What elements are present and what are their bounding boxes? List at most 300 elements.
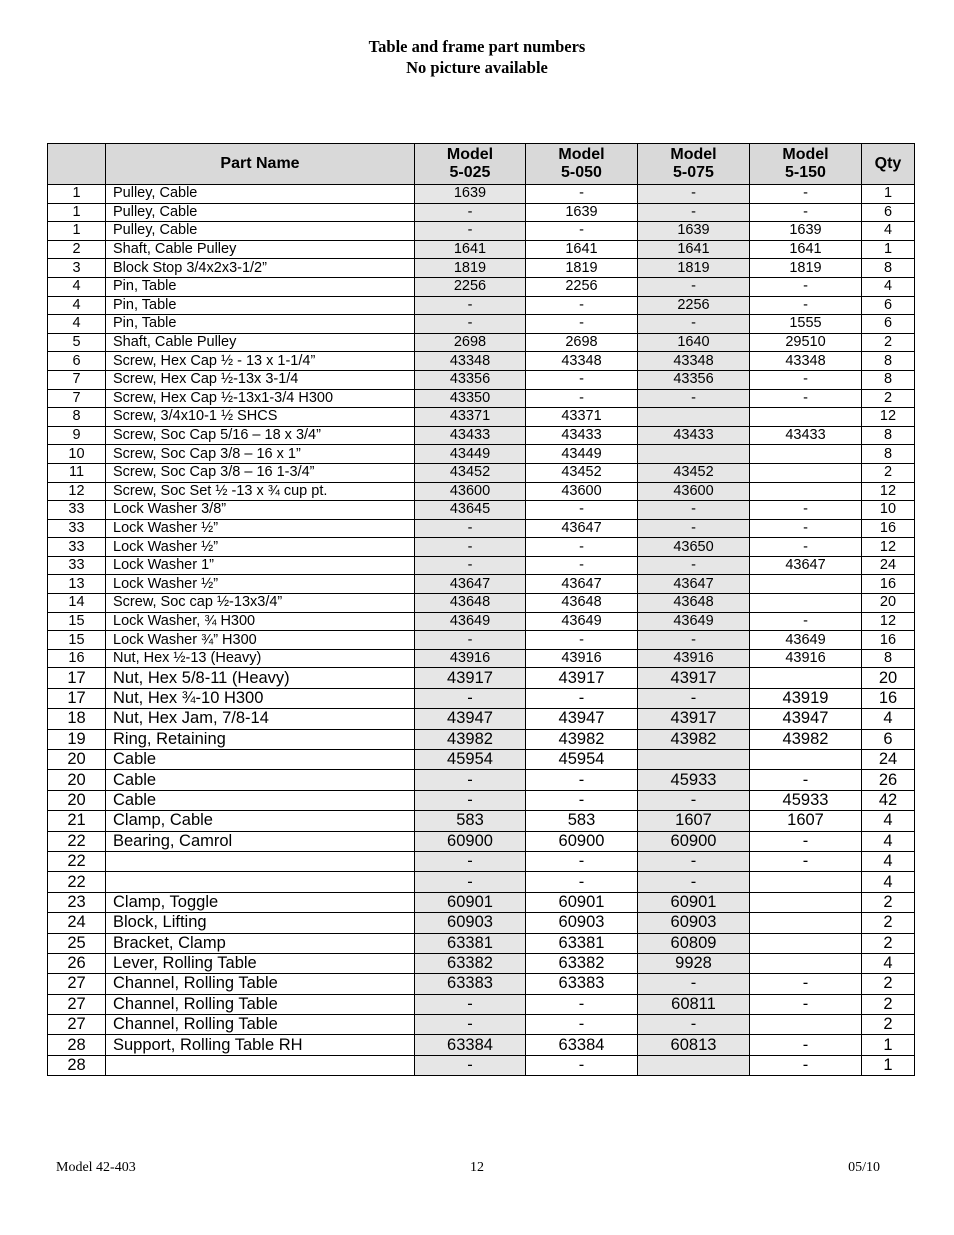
quantity: 12 [862,612,915,631]
item-number: 7 [48,389,106,408]
model-5-050-part: - [526,370,638,389]
table-row [48,750,915,770]
model-5-075-part: - [638,203,750,222]
footer-model: Model 42-403 [56,1160,136,1175]
quantity: 6 [862,729,915,749]
model-5-075-part: - [638,790,750,810]
model-5-150-part: 43433 [750,426,862,445]
model-5-050-part: 43433 [526,426,638,445]
part-name: Lock Washer ½” [106,575,415,594]
part-name: Pulley, Cable [106,203,415,222]
item-number: 4 [48,277,106,296]
quantity: 4 [862,709,915,729]
part-name: Shaft, Cable Pulley [106,240,415,259]
quantity: 4 [862,851,915,871]
quantity: 1 [862,1055,915,1075]
header-part-name: Part Name [106,144,415,185]
model-5-150-part: - [750,851,862,871]
model-5-150-part: - [750,185,862,204]
part-name: Pin, Table [106,296,415,315]
header-model-5-050: Model 5-050 [526,144,638,185]
model-5-150-part: 43348 [750,352,862,371]
model-5-025-part: - [415,790,526,810]
model-5-150-part: - [750,1055,862,1075]
table-row [48,575,915,594]
model-5-075-part: - [638,631,750,650]
model-5-150-part: 43647 [750,556,862,575]
model-5-150-part: - [750,831,862,851]
model-5-050-part: 60903 [526,913,638,933]
table-row [48,1015,915,1035]
table-row [48,994,915,1014]
model-5-075-part: 43356 [638,370,750,389]
model-5-025-part: 63381 [415,933,526,953]
quantity: 4 [862,872,915,892]
table-row [48,913,915,933]
table-row [48,612,915,631]
model-5-150-part: 1639 [750,222,862,241]
quantity: 2 [862,994,915,1014]
model-5-075-part: 1607 [638,811,750,831]
quantity: 20 [862,594,915,613]
model-5-150-part [750,575,862,594]
part-name: Nut, Hex ½-13 (Heavy) [106,649,415,668]
item-number: 21 [48,811,106,831]
model-5-050-part: - [526,389,638,408]
quantity: 2 [862,333,915,352]
model-5-050-part: - [526,872,638,892]
model-5-150-part [750,953,862,973]
table-row [48,519,915,538]
model-5-075-part: - [638,315,750,334]
item-number: 17 [48,668,106,688]
quantity: 16 [862,575,915,594]
model-5-025-part: - [415,222,526,241]
table-row [48,426,915,445]
model-5-150-part: - [750,277,862,296]
table-row [48,811,915,831]
table-row [48,974,915,994]
model-5-050-part: 43982 [526,729,638,749]
model-5-075-part: 43917 [638,709,750,729]
part-name: Screw, Soc Cap 3/8 – 16 1-3/4” [106,463,415,482]
table-row [48,185,915,204]
quantity: 12 [862,482,915,501]
item-number: 33 [48,556,106,575]
model-5-050-part: 43649 [526,612,638,631]
title-line-1: Table and frame part numbers [368,37,586,56]
part-name: Pin, Table [106,315,415,334]
item-number: 9 [48,426,106,445]
model-5-075-part: 9928 [638,953,750,973]
model-5-050-part: 43452 [526,463,638,482]
model-5-050-part: 1639 [526,203,638,222]
model-5-075-part: 43433 [638,426,750,445]
model-5-075-part [638,750,750,770]
model-5-075-part: 43647 [638,575,750,594]
table-row [48,408,915,427]
part-name: Shaft, Cable Pulley [106,333,415,352]
item-number: 20 [48,790,106,810]
header-model-5-150: Model 5-150 [750,144,862,185]
quantity: 1 [862,185,915,204]
part-name: Screw, Hex Cap ½ - 13 x 1-1/4” [106,352,415,371]
model-5-150-part [750,1015,862,1035]
part-name: Bearing, Camrol [106,831,415,851]
model-5-150-part: - [750,974,862,994]
model-5-075-part: 43916 [638,649,750,668]
model-5-025-part: - [415,519,526,538]
model-5-150-part: - [750,770,862,790]
quantity: 8 [862,352,915,371]
header-model-5-025: Model 5-025 [415,144,526,185]
model-5-025-part: - [415,872,526,892]
model-5-075-part: - [638,389,750,408]
part-name: Ring, Retaining [106,729,415,749]
part-name [106,872,415,892]
table-row [48,668,915,688]
quantity: 24 [862,556,915,575]
item-number: 27 [48,994,106,1014]
model-5-150-part [750,668,862,688]
quantity: 8 [862,370,915,389]
header-item-number [48,144,106,185]
model-5-075-part: - [638,277,750,296]
model-5-025-part: - [415,203,526,222]
model-5-050-part: - [526,185,638,204]
model-5-050-part: - [526,631,638,650]
part-name: Clamp, Cable [106,811,415,831]
part-name: Cable [106,770,415,790]
model-5-150-part: - [750,203,862,222]
model-5-075-part: 43648 [638,594,750,613]
model-5-025-part: 43600 [415,482,526,501]
model-5-025-part: 43371 [415,408,526,427]
part-name: Channel, Rolling Table [106,1015,415,1035]
model-5-025-part: 2256 [415,277,526,296]
item-number: 25 [48,933,106,953]
model-5-150-part: - [750,370,862,389]
model-5-075-part [638,445,750,464]
model-5-075-part: - [638,519,750,538]
quantity: 6 [862,203,915,222]
model-5-050-part: - [526,688,638,708]
model-5-075-part: 1819 [638,259,750,278]
quantity: 2 [862,463,915,482]
model-5-150-part [750,408,862,427]
model-5-075-part: 43649 [638,612,750,631]
model-5-075-part: 1641 [638,240,750,259]
table-row [48,649,915,668]
model-5-075-part: - [638,501,750,520]
model-5-150-part: 29510 [750,333,862,352]
page-title [0,36,954,78]
item-number: 20 [48,770,106,790]
part-name: Channel, Rolling Table [106,974,415,994]
model-5-025-part: 43433 [415,426,526,445]
quantity: 8 [862,426,915,445]
quantity: 24 [862,750,915,770]
table-row [48,770,915,790]
model-5-150-part: - [750,538,862,557]
model-5-025-part: - [415,688,526,708]
model-5-025-part: 43350 [415,389,526,408]
model-5-075-part: 43348 [638,352,750,371]
model-5-025-part: 43947 [415,709,526,729]
item-number: 1 [48,203,106,222]
quantity: 20 [862,668,915,688]
quantity: 4 [862,831,915,851]
item-number: 8 [48,408,106,427]
part-name: Channel, Rolling Table [106,994,415,1014]
table-row [48,240,915,259]
model-5-050-part: 43371 [526,408,638,427]
table-row [48,538,915,557]
table-row [48,556,915,575]
item-number: 18 [48,709,106,729]
model-5-150-part: - [750,296,862,315]
item-number: 19 [48,729,106,749]
model-5-050-part: 1641 [526,240,638,259]
part-name [106,1055,415,1075]
model-5-075-part: 60811 [638,994,750,1014]
table-row [48,831,915,851]
table-row [48,594,915,613]
model-5-150-part [750,872,862,892]
table-row [48,445,915,464]
model-5-050-part: - [526,790,638,810]
model-5-050-part: - [526,222,638,241]
title-line-2: No picture available [406,58,548,77]
model-5-025-part: 43649 [415,612,526,631]
part-name: Nut, Hex ¾-10 H300 [106,688,415,708]
model-5-050-part: - [526,851,638,871]
item-number: 13 [48,575,106,594]
item-number: 27 [48,1015,106,1035]
model-5-025-part: 2698 [415,333,526,352]
model-5-150-part: 1819 [750,259,862,278]
item-number: 16 [48,649,106,668]
model-5-050-part: - [526,556,638,575]
model-5-150-part: 1641 [750,240,862,259]
model-5-050-part: 60900 [526,831,638,851]
model-5-050-part: 43647 [526,575,638,594]
model-5-075-part [638,1055,750,1075]
table-row [48,1035,915,1055]
model-5-025-part: 43452 [415,463,526,482]
model-5-050-part: 43600 [526,482,638,501]
model-5-075-part: 43982 [638,729,750,749]
model-5-050-part: 43449 [526,445,638,464]
table-row [48,688,915,708]
model-5-050-part: - [526,1055,638,1075]
table-row [48,1055,915,1075]
part-name: Lock Washer ¾” H300 [106,631,415,650]
item-number: 22 [48,851,106,871]
item-number: 33 [48,501,106,520]
model-5-075-part: 60903 [638,913,750,933]
model-5-050-part: 45954 [526,750,638,770]
quantity: 10 [862,501,915,520]
table-row [48,463,915,482]
part-name: Pulley, Cable [106,222,415,241]
table-row [48,296,915,315]
model-5-050-part: 43647 [526,519,638,538]
part-name: Nut, Hex 5/8-11 (Heavy) [106,668,415,688]
table-row [48,933,915,953]
table-row [48,203,915,222]
model-5-150-part: 1607 [750,811,862,831]
part-name: Screw, Soc Cap 5/16 – 18 x 3/4” [106,426,415,445]
model-5-150-part: - [750,519,862,538]
model-5-025-part: - [415,1015,526,1035]
model-5-150-part [750,594,862,613]
model-5-150-part: 1555 [750,315,862,334]
model-5-075-part: - [638,688,750,708]
part-name: Screw, 3/4x10-1 ½ SHCS [106,408,415,427]
quantity: 8 [862,445,915,464]
model-5-025-part: 60901 [415,892,526,912]
table-row [48,333,915,352]
item-number: 17 [48,688,106,708]
quantity: 2 [862,389,915,408]
quantity: 2 [862,933,915,953]
model-5-025-part: 43449 [415,445,526,464]
quantity: 12 [862,408,915,427]
quantity: 6 [862,315,915,334]
quantity: 4 [862,277,915,296]
model-5-050-part: - [526,296,638,315]
part-name: Support, Rolling Table RH [106,1035,415,1055]
item-number: 1 [48,185,106,204]
quantity: 8 [862,649,915,668]
item-number: 33 [48,538,106,557]
part-name: Pin, Table [106,277,415,296]
model-5-025-part: 43917 [415,668,526,688]
model-5-050-part: 63382 [526,953,638,973]
model-5-025-part: - [415,851,526,871]
footer-page-number: 12 [470,1160,484,1175]
part-name: Pulley, Cable [106,185,415,204]
model-5-025-part: 63384 [415,1035,526,1055]
part-name: Lock Washer 3/8” [106,501,415,520]
model-5-150-part: 43919 [750,688,862,708]
model-5-050-part: 583 [526,811,638,831]
table-row [48,892,915,912]
item-number: 15 [48,631,106,650]
item-number: 20 [48,750,106,770]
model-5-050-part: 63381 [526,933,638,953]
quantity: 1 [862,240,915,259]
item-number: 15 [48,612,106,631]
part-name: Screw, Hex Cap ½-13x 3-1/4 [106,370,415,389]
model-5-150-part: 43649 [750,631,862,650]
quantity: 2 [862,974,915,994]
table-row [48,790,915,810]
quantity: 4 [862,811,915,831]
quantity: 4 [862,953,915,973]
model-5-075-part: 43600 [638,482,750,501]
model-5-050-part: 60901 [526,892,638,912]
quantity: 16 [862,688,915,708]
table-row [48,482,915,501]
table-row [48,259,915,278]
model-5-075-part: - [638,556,750,575]
part-name: Block Stop 3/4x2x3-1/2” [106,259,415,278]
model-5-025-part: 43356 [415,370,526,389]
model-5-025-part: 43982 [415,729,526,749]
item-number: 23 [48,892,106,912]
part-name: Cable [106,790,415,810]
model-5-025-part: 43645 [415,501,526,520]
model-5-075-part: 43917 [638,668,750,688]
part-name: Lock Washer, ¾ H300 [106,612,415,631]
item-number: 6 [48,352,106,371]
quantity: 1 [862,1035,915,1055]
model-5-050-part: 63384 [526,1035,638,1055]
part-name: Bracket, Clamp [106,933,415,953]
model-5-025-part: 63383 [415,974,526,994]
item-number: 26 [48,953,106,973]
quantity: 42 [862,790,915,810]
model-5-050-part: 2698 [526,333,638,352]
model-5-150-part [750,913,862,933]
item-number: 27 [48,974,106,994]
table-row [48,872,915,892]
model-5-025-part: 43348 [415,352,526,371]
model-5-075-part: 60809 [638,933,750,953]
part-name: Screw, Soc Set ½ -13 x ¾ cup pt. [106,482,415,501]
header-model-5-075: Model 5-075 [638,144,750,185]
model-5-150-part: - [750,389,862,408]
part-name: Lock Washer 1” [106,556,415,575]
item-number: 2 [48,240,106,259]
model-5-075-part: 60900 [638,831,750,851]
model-5-025-part: 1641 [415,240,526,259]
item-number: 4 [48,296,106,315]
model-5-050-part: - [526,315,638,334]
quantity: 2 [862,913,915,933]
part-name: Screw, Soc Cap 3/8 – 16 x 1” [106,445,415,464]
model-5-075-part: 2256 [638,296,750,315]
item-number: 14 [48,594,106,613]
model-5-025-part: - [415,770,526,790]
model-5-075-part: 1639 [638,222,750,241]
table-row [48,370,915,389]
quantity: 12 [862,538,915,557]
item-number: 5 [48,333,106,352]
model-5-050-part: 43917 [526,668,638,688]
table-row [48,729,915,749]
model-5-025-part: 43648 [415,594,526,613]
model-5-025-part: 60900 [415,831,526,851]
item-number: 12 [48,482,106,501]
table-row [48,631,915,650]
model-5-075-part: 43650 [638,538,750,557]
part-name [106,851,415,871]
model-5-150-part: 43947 [750,709,862,729]
item-number: 22 [48,872,106,892]
model-5-050-part: - [526,994,638,1014]
quantity: 16 [862,631,915,650]
item-number: 33 [48,519,106,538]
model-5-025-part: - [415,1055,526,1075]
table-row [48,851,915,871]
model-5-025-part: - [415,631,526,650]
parts-table-body [48,185,915,1076]
quantity: 2 [862,892,915,912]
model-5-025-part: 45954 [415,750,526,770]
